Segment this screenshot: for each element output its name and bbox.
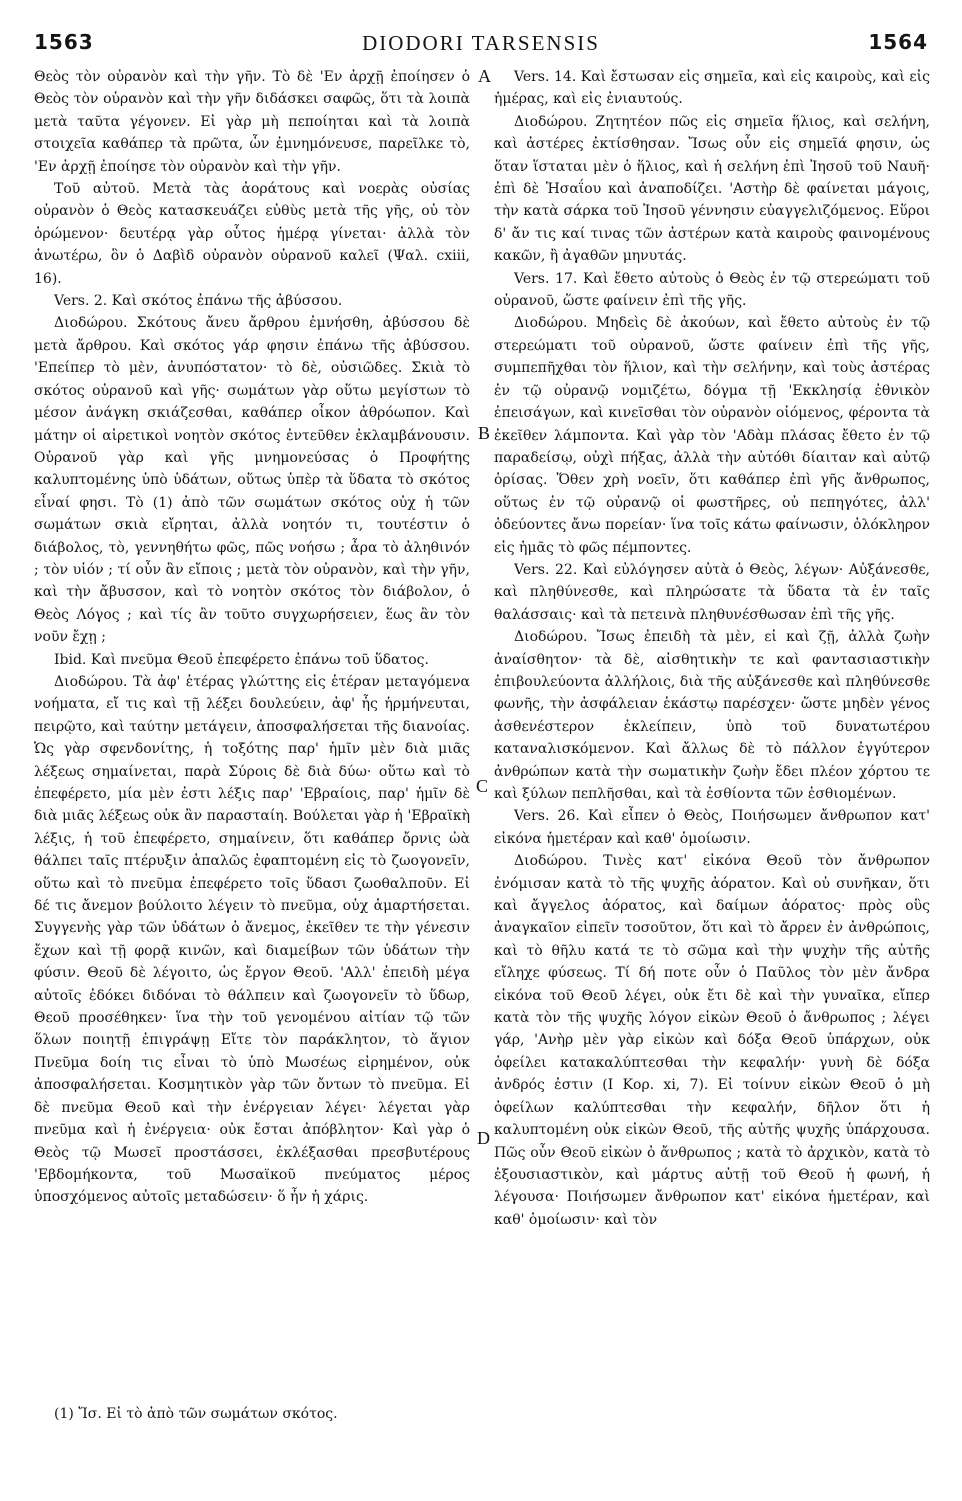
running-title: DIODORI TARSENSIS [362,31,600,55]
paragraph: Διοδώρου. Ἴσως ἐπειδὴ τὰ μὲν, εἰ καὶ ζῇ, ἀλλὰ ζωὴν ἀναίσθητον· τὰ δὲ, αἰσθητικὴν τε καὶ φαντασιαστικὴν ἐπιβουλεύοντα ἀλλήλοις, διὰ τῆς αὐξάνεσθε καὶ πληθύνεσθε φωνῆς, τὴν ἀσφάλειαν ἑκάστῳ παρέσχεν· ὥστε μηδὲν γένος ἀσθενέστερον ἐκλείπειν, ὑπὸ τοῦ δυνατωτέρου καταναλισκόμενον. Καὶ ἄλλως δὲ τὸ πάλλον ἐγγύτερον ἀνθρώπων κατὰ τὴν σωματικὴν ζωὴν ἔδει πλέον χόρτου τε καὶ ξύλων πεπλῆσθαι, καὶ τὰ ἐσθίοντα τῶν ἐσθιομένων. [494,629,930,802]
page-number-left: 1563 [34,30,94,54]
verse-heading: Vers. 17. Καὶ ἔθετο αὐτοὺς ὁ Θεὸς ἐν τῷ στερεώματι τοῦ οὐρανοῦ, ὥστε φαίνειν ἐπὶ τῆς γῆς. [494,270,930,310]
paragraph: Τοῦ αὐτοῦ. Μετὰ τὰς ἀοράτους καὶ νοερὰς οὐσίας οὐρανὸν ὁ Θεὸς κατασκευάζει εὐθὺς μετὰ τῆς γῆς, οὐ τὸν ὁρώμενον· δευτέρᾳ γὰρ οὗτος ἡμέρᾳ γίνεται· ἀλλὰ τὸν ἀνωτέρω, ὃν ὁ Δαβὶδ οὐρανὸν οὐρανοῦ καλεῖ (Ψαλ. cxiii, 16). [34,181,470,287]
page-header [0,30,962,64]
margin-marker-d: D [477,1128,490,1148]
paragraph: Διοδώρου. Τὰ ἀφ' ἑτέρας γλώττης εἰς ἑτέραν μεταγόμενα νοήματα, εἴ τις καὶ τῇ λέξει δουλεύειν, ἀφ' ἧς ἡρμήνευται, πειρῷτο, καὶ ταύτην μετάγειν, ἀποσφαλήσεται τῆς διανοίας. Ὡς γὰρ σφενδονίτης, ἡ τοξότης παρ' ἡμῖν μὲν διὰ μιᾶς λέξεως σημαίνεται, παρὰ Σύροις δὲ διὰ δύω· οὕτω καὶ τὸ ἐπεφέρετο, μία μὲν ἐστι λέξις παρ' 'Εβραίοις, παρ' ἡμῖν δὲ διὰ μιᾶς λέξεως οὐκ ἂν παρασταίη. Βούλεται γὰρ ἡ 'Εβραϊκὴ λέξις, ἡ τοῦ ἐπεφέρετο, σημαίνειν, ὅτι καθάπερ ὄρνις ὠὰ θάλπει ταῖς πτέρυξιν ἁπαλῶς ἐφαπτομένη εἰς τὸ ζωογονεῖν, οὕτω καὶ τὸ πνεῦμα ἐπεφέρετο τοῖς ὕδασι ζωοθαλποῦν. Εἰ δέ τις ἄνεμον βούλοιτο λέγειν τὸ πνεῦμα, οὐχ ἁμαρτήσεται. Συγγενὴς γὰρ τῶν ὑδάτων ὁ ἄνεμος, ἐκεῖθεν τε τὴν γένεσιν ἔχων καὶ τῇ φορᾷ κινῶν, καὶ διαμείβων τῶν ὑδάτων τὴν φύσιν. Θεοῦ δὲ λέγοιτο, ὡς ἔργον Θεοῦ. 'Αλλ' ἐπειδὴ μέγα αὐτοῖς ἐδόκει διδόναι τὸ θάλπειν καὶ ζωογονεῖν τὸ ὕδωρ, Θεοῦ προσέθηκεν· ἵνα τὴν τοῦ γενομένου αἰτίαν τῷ τῶν ὅλων ποιητῇ ἐπιγράψῃ Εἴτε τὸν παράκλητον, τὸ ἅγιον Πνεῦμα δοίη τις εἶναι τὸ ὑπὸ Μωσέως εἰρημένον, οὐκ ἀποσφαλήσεται. Κοσμητικὸν γὰρ τῶν ὄντων τὸ πνεῦμα. Εἰ δὲ πνεῦμα Θεοῦ καὶ τὴν ἐνέργειαν λέγει· λέγεται γὰρ πνεῦμα καὶ ἡ ἐνέργεια· οὐκ ἔσται ἀπόβλητον· Καὶ γὰρ ὁ Θεὸς τῷ Μωσεῖ προστάσσει, ἐκλέξασθαι πρεσβυτέρους 'Εβδομήκοντα, τοῦ Μωσαϊκοῦ πνεύματος μέρος ὑποσχόμενος αὐτοῖς μεταδώσειν· ὅ ἦν ἡ χάρις. [34,673,470,1206]
verse-heading: Vers. 26. Καὶ εἶπεν ὁ Θεὸς, Ποιήσωμεν ἄνθρωπον κατ' εἰκόνα ἡμετέραν καὶ καθ' ὁμοίωσιν. [494,808,930,847]
verse-heading: Vers. 22. Καὶ εὐλόγησεν αὐτὰ ὁ Θεὸς, λέγων· Αὐξάνεσθε, καὶ πληθύνεσθε, καὶ πληρώσατε τὰ ὕδατα τὰ ἐν ταῖς θαλάσσαις· καὶ τὰ πετεινὰ πληθυνέσθωσαν ἐπὶ τῆς γῆς. [494,561,930,623]
paragraph: Διοδώρου. Ζητητέον πῶς εἰς σημεῖα ἥλιος, καὶ σελήνη, καὶ ἀστέρες ἐκτίσθησαν. Ἴσως οὖν εἰς σημεῖά φησιν, ὡς ὅταν ἵσταται μὲν ὁ ἥλιος, καὶ ἡ σελήνη ἐπὶ Ἰησοῦ τοῦ Ναυῆ· ἐπὶ δὲ Ἡσαΐου καὶ ἀναποδίζει. 'Αστὴρ δὲ φαίνεται μάγοις, τὴν κατὰ σάρκα τοῦ Ἰησοῦ γέννησιν εὐαγγελιζόμενος. Εὕροι δ' ἄν τις καί τινας τῶν ἀστέρων κατὰ καιροὺς φαινομένους κακῶν, ἢ ἀγαθῶν μηνυτάς. [494,113,930,265]
margin-marker-c: C [476,776,489,796]
left-column [34,66,470,1209]
verse-heading: Vers. 2. Καὶ σκότος ἐπάνω τῆς ἀβύσσου. [54,293,343,310]
paragraph: Διοδώρου. Τινὲς κατ' εἰκόνα Θεοῦ τὸν ἄνθρωπον ἐνόμισαν κατὰ τὸ τῆς ψυχῆς ἀόρατον. Καὶ οὐ συνῆκαν, ὅτι καὶ ἄγγελος ἀόρατος, καὶ δαίμων ἀόρατος· πρὸς οὓς ἀναγκαῖον εἰπεῖν τοσοῦτον, ὅτι καὶ τὸ ἄρρεν ἐν ἀνθρώποις, καὶ τὸ θῆλυ κατά τε τὸ σῶμα καὶ τὴν ψυχὴν τῆς αὐτῆς εἴληχε φύσεως. Τί δή ποτε οὖν ὁ Παῦλος τὸν μὲν ἄνδρα εἰκόνα τοῦ Θεοῦ λέγει, οὐκ ἔτι δὲ καὶ τὴν γυναῖκα, εἴπερ κατὰ τὸν τῆς ψυχῆς λόγον εἰκὼν Θεοῦ ὁ ἄνθρωπος ; λέγει γάρ, 'Ανὴρ μὲν γὰρ εἰκὼν καὶ δόξα Θεοῦ ὑπάρχων, οὐκ ὀφείλει κατακαλύπτεσθαι τὴν κεφαλήν· γυνὴ δὲ δόξα ἀνδρός ἐστιν (I Κορ. xi, 7). Εἰ τοίνυν εἰκὼν Θεοῦ ὁ μὴ ὀφείλων καλύπτεσθαι τὴν κεφαλήν, δῆλον ὅτι ἡ καλυπτομένη οὐκ εἰκὼν Θεοῦ, τῆς αὐτῆς ψυχῆς ὑπάρχουσα. Πῶς οὖν Θεοῦ εἰκὼν ὁ ἄνθρωπος ; κατὰ τὸ ἀρχικὸν, κατὰ τὸ ἐξουσιαστικὸν, καὶ μάρτυς αὐτῇ τοῦ Θεοῦ ἡ φωνή, ἡ λέγουσα· Ποιήσωμεν ἄνθρωπον κατ' εἰκόνα ἡμετέραν, καὶ καθ' ὁμοίωσιν· καὶ τὸν [494,853,930,1228]
paragraph: Θεὸς τὸν οὐρανὸν καὶ τὴν γῆν. Τὸ δὲ 'Εν ἀρχῇ ἐποίησεν ὁ Θεὸς τὸν οὐρανὸν καὶ τὴν γῆν διδάσκει σαφῶς, ὅτι τὰ λοιπὰ μετὰ ταῦτα γέγονεν. Εἰ γὰρ μὴ πεποίηται καὶ τὰ λοιπὰ στοιχεῖα καθάπερ τὰ πρῶτα, ὧν ἐμνημόνευσε, παρεῖλκε τὸ, 'Εν ἀρχῇ ἐποίησε τὸν οὐρανὸν καὶ τὴν γῆν. [34,69,470,175]
footnote: (1) Ἴσ. Εἰ τὸ ἀπὸ τῶν σωμάτων σκότος. [54,1406,338,1422]
margin-marker-b: B [478,423,491,443]
page-number-right: 1564 [868,30,928,54]
paragraph: Διοδώρου. Σκότους ἄνευ ἄρθρου ἐμνήσθη, ἀβύσσου δὲ μετὰ ἄρθρου. Καὶ σκότος γάρ φησιν ἐπάνω τῆς ἀβύσσου. 'Επείπερ τὸ μὲν, ἀνυπόστατον· τὸ δὲ, οὐσιῶδες. Σκιὰ τὸ σκότος οὐρανοῦ καὶ γῆς· σωμάτων γὰρ οὕτω μεγίστων τὸ μέσον ἀνάγκη σκιάζεσθαι, καθάπερ οἶκον ἀθρόωπον. Καὶ μάτην οἱ αἱρετικοὶ νοητὸν σκότος ἐντεῦθεν ἐκλαμβάνουσιν. Οὐρανοῦ γὰρ καὶ γῆς μνημονεύσας ὁ Προφήτης καλυπτομένης ὑπὸ ὑδάτων, οὕτως ὑπὲρ τὰ ὕδατα τὸ σκότος εἶναί φησι. Τὸ (1) ἀπὸ τῶν σωμάτων σκότος οὐχ ἡ τῶν σωμάτων σκιὰ εἴρηται, ἀλλὰ νοητόν τι, τουτέστιν ὁ διάβολος, τὸ, γεννηθήτω φῶς, πῶς νοήσω ; ἆρα τὸ ἀληθινόν ; τὸν υἱόν ; τί οὖν ἂν εἴποις ; μετὰ τὸν οὐρανὸν, καὶ τὴν γῆν, καὶ τὴν ἄβυσσον, καὶ τὸ νοητὸν σκότος τὸν διάβολον, ὁ Θεὸς Λόγος ; καὶ τίς ἂν τοῦτο συγχωρήσειεν, ἕως ἂν τὸν νοῦν ἔχῃ ; [34,315,470,646]
margin-marker-a: A [478,66,491,86]
right-column [494,66,930,1231]
verse-heading: Vers. 14. Καὶ ἔστωσαν εἰς σημεῖα, καὶ εἰς καιροὺς, καὶ εἰς ἡμέρας, καὶ εἰς ἐνιαυτούς. [494,69,930,108]
paragraph: Διοδώρου. Μηδεὶς δὲ ἀκούων, καὶ ἔθετο αὐτοὺς ἐν τῷ στερεώματι τοῦ οὐρανοῦ, ὥστε φαίνειν ἐπὶ τῆς γῆς, συμπεπῆχθαι τὸν ἥλιον, καὶ τὴν σελήνην, καὶ τοὺς ἀστέρας ἐν τῷ οὐρανῷ νομιζέτω, δόγμα τῇ 'Εκκλησίᾳ ἐθνικὸν ἐπεισάγων, καὶ κινεῖσθαι τὸν οὐρανὸν οἰόμενος, φέροντα τὰ ἐκεῖθεν λάμποντα. Καὶ γὰρ τὸν 'Αδὰμ πλάσας ἔθετο ἐν τῷ παραδείσῳ, οὐχὶ πήξας, ἀλλὰ τὴν αὐτόθι δίαιταν καὶ αὐτῷ ὁρίσας. Ὅθεν χρὴ νοεῖν, ὅτι καθάπερ ἐπὶ γῆς ἄνθρωπος, οὕτως ἐν τῷ οὐρανῷ οἱ φωστῆρες, οὐ πεπηγότες, ἀλλ' ὁδεύοντες ἄνω πορείαν· ἵνα τοῖς κάτω φαίνωσιν, ὁλόκληρον εἰς ἡμᾶς τὸ φῶς πέμποντες. [494,315,930,556]
verse-heading: Ibid. Καὶ πνεῦμα Θεοῦ ἐπεφέρετο ἐπάνω τοῦ ὕδατος. [54,651,429,668]
